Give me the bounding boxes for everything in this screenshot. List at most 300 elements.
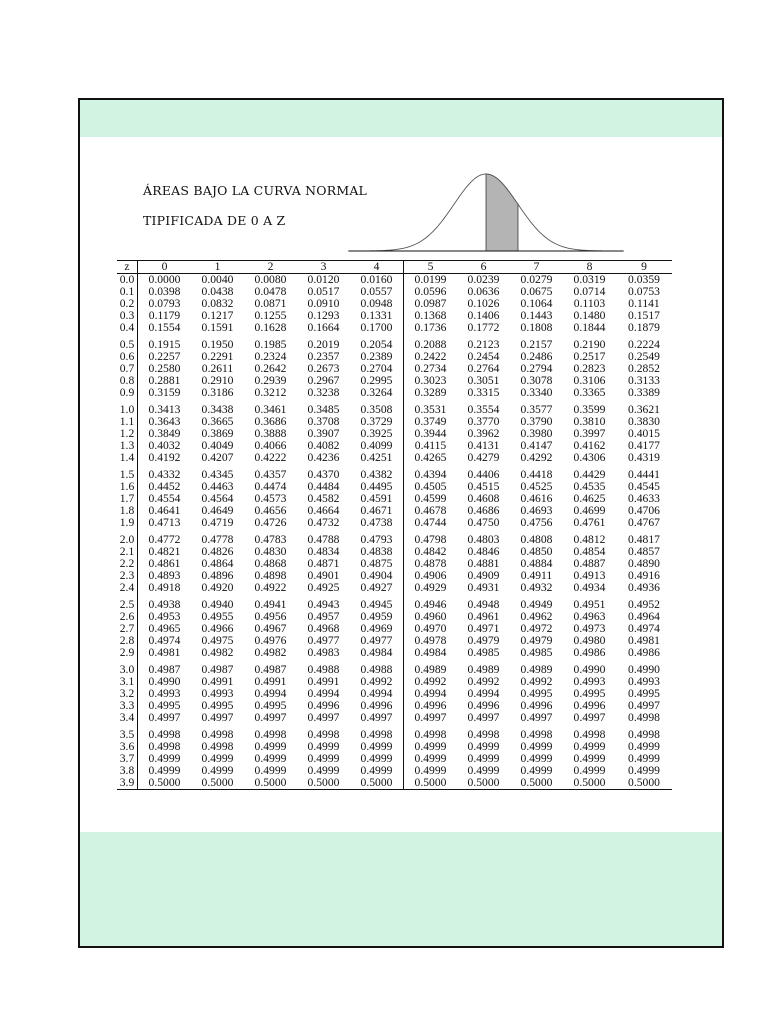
area-cell: 0.0199	[414, 273, 447, 286]
area-cell: 0.4997	[148, 711, 181, 724]
area-cell: 0.4756	[520, 516, 553, 529]
area-cell: 0.3577	[520, 403, 553, 416]
area-cell: 0.4732	[307, 516, 340, 529]
area-cell: 0.5000	[191, 777, 244, 790]
area-cell: 0.1217	[201, 309, 234, 322]
area-cell: 0.4999	[350, 741, 404, 753]
area-cell: 0.4955	[201, 610, 234, 623]
area-cell: 0.4995	[628, 687, 660, 700]
area-cell: 0.2995	[350, 375, 404, 387]
area-cell: 0.2967	[307, 374, 340, 387]
area-cell: 0.0871	[254, 297, 287, 310]
area-cell: 0.4982	[254, 646, 287, 659]
area-cell: 0.4993	[201, 687, 234, 700]
area-cell: 0.4147	[520, 439, 553, 452]
area-cell: 0.4463	[201, 480, 234, 493]
area-cell: 0.2881	[148, 374, 181, 387]
area-cell: 0.3461	[254, 403, 287, 416]
area-cell: 0.2764	[467, 362, 500, 375]
area-cell: 0.4996	[307, 699, 340, 712]
area-cell: 0.5000	[138, 777, 192, 790]
area-cell: 0.4996	[414, 699, 447, 712]
area-cell: 0.4999	[201, 752, 234, 765]
area-cell: 0.3438	[201, 403, 234, 416]
area-cell: 0.4830	[254, 545, 287, 558]
area-cell: 0.1915	[148, 338, 181, 351]
area-cell: 0.3830	[628, 415, 660, 428]
area-cell: 0.2939	[254, 374, 287, 387]
area-cell: 0.3508	[350, 404, 404, 416]
area-cell: 0.4998	[573, 728, 606, 741]
area-cell: 0.4972	[520, 622, 553, 635]
area-cell: 0.4306	[573, 451, 606, 464]
area-cell: 0.2224	[628, 338, 660, 351]
area-cell: 0.4968	[307, 622, 340, 635]
area-cell: 0.4981	[148, 646, 181, 659]
area-cell: 0.4999	[414, 764, 447, 777]
area-cell: 0.2257	[148, 350, 181, 363]
area-cell: 0.4693	[520, 504, 553, 517]
area-cell: 0.4906	[414, 569, 447, 582]
area-cell: 0.4946	[414, 598, 447, 611]
z-value-cell: 3.8	[117, 765, 138, 777]
area-cell: 0.4793	[350, 534, 404, 546]
area-cell: 0.4992	[520, 675, 553, 688]
area-cell: 0.3531	[414, 403, 447, 416]
area-cell: 0.4999	[148, 752, 181, 765]
area-cell: 0.3997	[573, 427, 606, 440]
area-cell: 0.4971	[467, 622, 500, 635]
area-cell: 0.4999	[201, 764, 234, 777]
area-cell: 0.4279	[467, 451, 500, 464]
area-cell: 0.4177	[628, 439, 660, 452]
area-cell: 0.4738	[350, 517, 404, 529]
area-cell: 0.4999	[573, 764, 606, 777]
area-cell: 0.0438	[201, 285, 234, 298]
area-cell: 0.4761	[573, 516, 606, 529]
z-value-cell: 2.2	[117, 558, 138, 570]
area-cell: 0.3810	[573, 415, 606, 428]
area-cell: 0.4854	[573, 545, 606, 558]
area-cell: 0.4970	[414, 622, 447, 635]
z-table	[117, 260, 672, 790]
area-cell: 0.4988	[350, 664, 404, 676]
z-value-cell: 0.2	[117, 298, 138, 310]
area-cell: 0.4984	[350, 647, 404, 659]
area-cell: 0.4994	[414, 687, 447, 700]
z-value-cell: 1.3	[117, 440, 138, 452]
area-cell: 0.3078	[520, 374, 553, 387]
area-cell: 0.4974	[148, 634, 181, 647]
area-cell: 0.4997	[201, 711, 234, 724]
area-cell: 0.4922	[254, 581, 287, 594]
area-cell: 0.4582	[307, 492, 340, 505]
area-cell: 0.4999	[628, 752, 660, 765]
area-cell: 0.4934	[573, 581, 606, 594]
header-col-4: 4	[350, 261, 404, 274]
shaded-area-0-to-z	[486, 174, 518, 251]
area-cell: 0.3264	[350, 387, 404, 399]
area-cell: 0.3790	[520, 415, 553, 428]
area-cell: 0.1985	[254, 338, 287, 351]
z-value-cell: 2.3	[117, 570, 138, 582]
area-cell: 0.1406	[467, 309, 500, 322]
area-cell: 0.1064	[520, 297, 553, 310]
area-cell: 0.4783	[254, 533, 287, 546]
area-cell: 0.4345	[201, 468, 234, 481]
area-cell: 0.4918	[148, 581, 181, 594]
area-cell: 0.4989	[414, 663, 447, 676]
area-cell: 0.4998	[628, 711, 660, 724]
area-cell: 0.4976	[254, 634, 287, 647]
z-value-cell: 2.5	[117, 599, 138, 611]
area-cell: 0.4927	[350, 582, 404, 594]
area-cell: 0.4192	[148, 451, 181, 464]
z-value-cell: 3.1	[117, 676, 138, 688]
area-cell: 0.4857	[628, 545, 660, 558]
area-cell: 0.4997	[414, 711, 447, 724]
area-cell: 0.4868	[254, 557, 287, 570]
area-cell: 0.4979	[520, 634, 553, 647]
z-value-cell: 3.0	[117, 664, 138, 676]
area-cell: 0.4999	[520, 740, 553, 753]
area-cell: 0.0359	[628, 273, 660, 286]
area-cell: 0.3365	[573, 386, 606, 399]
area-cell: 0.3133	[628, 374, 660, 387]
area-cell: 0.4948	[467, 598, 500, 611]
area-cell: 0.4999	[628, 740, 660, 753]
area-cell: 0.4993	[148, 687, 181, 700]
area-cell: 0.4834	[307, 545, 340, 558]
area-cell: 0.5000	[616, 777, 672, 790]
area-cell: 0.2704	[350, 363, 404, 375]
area-cell: 0.4969	[350, 623, 404, 635]
area-cell: 0.4418	[520, 468, 553, 481]
area-cell: 0.4963	[573, 610, 606, 623]
area-cell: 0.0832	[201, 297, 234, 310]
area-cell: 0.4292	[520, 451, 553, 464]
header-col-1: 1	[191, 261, 244, 274]
area-cell: 0.4951	[573, 598, 606, 611]
area-cell: 0.4649	[201, 504, 234, 517]
area-cell: 0.4943	[307, 598, 340, 611]
document-frame	[78, 98, 724, 948]
header-col-5: 5	[404, 261, 458, 274]
area-cell: 0.3340	[520, 386, 553, 399]
area-cell: 0.1664	[307, 321, 340, 334]
area-cell: 0.4591	[350, 493, 404, 505]
area-cell: 0.4998	[520, 728, 553, 741]
area-cell: 0.4998	[414, 728, 447, 741]
top-band	[80, 100, 722, 137]
z-value-cell: 0.9	[117, 387, 138, 399]
z-value-cell: 0.7	[117, 363, 138, 375]
area-cell: 0.4332	[148, 468, 181, 481]
area-cell: 0.4990	[573, 663, 606, 676]
z-value-cell: 1.4	[117, 452, 138, 464]
area-cell: 0.4066	[254, 439, 287, 452]
area-cell: 0.1628	[254, 321, 287, 334]
document-content	[80, 137, 722, 832]
area-cell: 0.4991	[201, 675, 234, 688]
area-cell: 0.3869	[201, 427, 234, 440]
area-cell: 0.4767	[628, 516, 660, 529]
z-value-cell: 3.5	[117, 729, 138, 741]
area-cell: 0.4904	[350, 570, 404, 582]
area-cell: 0.4998	[148, 740, 181, 753]
table-row	[117, 322, 672, 334]
area-cell: 0.4985	[467, 646, 500, 659]
area-cell: 0.1808	[520, 321, 553, 334]
area-cell: 0.4162	[573, 439, 606, 452]
area-cell: 0.4936	[628, 581, 660, 594]
area-cell: 0.4929	[414, 581, 447, 594]
area-cell: 0.4999	[520, 764, 553, 777]
z-value-cell: 1.1	[117, 416, 138, 428]
z-value-cell: 2.9	[117, 647, 138, 659]
area-cell: 0.4319	[628, 451, 660, 464]
area-cell: 0.4998	[350, 729, 404, 741]
area-cell: 0.4842	[414, 545, 447, 558]
header-col-7: 7	[510, 261, 563, 274]
area-cell: 0.4996	[350, 700, 404, 712]
area-cell: 0.5000	[563, 777, 616, 790]
area-cell: 0.4997	[573, 711, 606, 724]
area-cell: 0.4999	[148, 764, 181, 777]
area-cell: 0.4980	[573, 634, 606, 647]
area-cell: 0.4925	[307, 581, 340, 594]
z-value-cell: 2.0	[117, 534, 138, 546]
area-cell: 0.4893	[148, 569, 181, 582]
area-cell: 0.4997	[467, 711, 500, 724]
area-cell: 0.2019	[307, 338, 340, 351]
z-value-cell: 0.6	[117, 351, 138, 363]
area-cell: 0.0080	[254, 273, 287, 286]
area-cell: 0.4515	[467, 480, 500, 493]
area-cell: 0.4744	[414, 516, 447, 529]
area-cell: 0.2123	[467, 338, 500, 351]
z-value-cell: 3.2	[117, 688, 138, 700]
area-cell: 0.4890	[628, 557, 660, 570]
area-cell: 0.3708	[307, 415, 340, 428]
z-value-cell: 3.4	[117, 712, 138, 724]
area-cell: 0.2422	[414, 350, 447, 363]
area-cell: 0.4394	[414, 468, 447, 481]
header-col-8: 8	[563, 261, 616, 274]
z-value-cell: 0.3	[117, 310, 138, 322]
z-value-cell: 1.6	[117, 481, 138, 493]
z-value-cell: 0.0	[117, 274, 138, 287]
area-cell: 0.4864	[201, 557, 234, 570]
area-cell: 0.4082	[307, 439, 340, 452]
area-cell: 0.4993	[573, 675, 606, 688]
area-cell: 0.4998	[148, 728, 181, 741]
area-cell: 0.4370	[307, 468, 340, 481]
bottom-band	[80, 832, 722, 946]
area-cell: 0.1736	[414, 321, 447, 334]
area-cell: 0.2642	[254, 362, 287, 375]
area-cell: 0.4998	[254, 728, 287, 741]
area-cell: 0.4998	[628, 728, 660, 741]
area-cell: 0.4545	[628, 480, 660, 493]
area-cell: 0.0557	[350, 286, 404, 298]
area-cell: 0.1480	[573, 309, 606, 322]
area-cell: 0.4992	[467, 675, 500, 688]
area-cell: 0.1255	[254, 309, 287, 322]
area-cell: 0.4803	[467, 533, 500, 546]
area-cell: 0.1772	[467, 321, 500, 334]
area-cell: 0.4817	[628, 533, 660, 546]
area-cell: 0.1591	[201, 321, 234, 334]
area-cell: 0.4406	[467, 468, 500, 481]
area-cell: 0.4995	[573, 687, 606, 700]
area-cell: 0.0478	[254, 285, 287, 298]
area-cell: 0.4962	[520, 610, 553, 623]
area-cell: 0.4965	[148, 622, 181, 635]
area-cell: 0.4940	[201, 598, 234, 611]
area-cell: 0.4678	[414, 504, 447, 517]
area-cell: 0.4999	[573, 740, 606, 753]
area-cell: 0.4357	[254, 468, 287, 481]
area-cell: 0.4994	[254, 687, 287, 700]
z-value-cell: 2.1	[117, 546, 138, 558]
area-cell: 0.2088	[414, 338, 447, 351]
area-cell: 0.4564	[201, 492, 234, 505]
area-cell: 0.0596	[414, 285, 447, 298]
area-cell: 0.4989	[467, 663, 500, 676]
area-cell: 0.4998	[467, 728, 500, 741]
area-cell: 0.4988	[307, 663, 340, 676]
z-value-cell: 1.7	[117, 493, 138, 505]
area-cell: 0.4099	[350, 440, 404, 452]
area-cell: 0.4992	[414, 675, 447, 688]
table-title-line1: ÁREAS BAJO LA CURVA NORMAL	[143, 183, 368, 198]
z-value-cell: 3.6	[117, 741, 138, 753]
area-cell: 0.3389	[628, 386, 660, 399]
z-value-cell: 0.8	[117, 375, 138, 387]
area-cell: 0.4998	[201, 728, 234, 741]
area-cell: 0.4957	[307, 610, 340, 623]
area-cell: 0.1844	[573, 321, 606, 334]
z-value-cell: 1.8	[117, 505, 138, 517]
area-cell: 0.4641	[148, 504, 181, 517]
area-cell: 0.4987	[148, 663, 181, 676]
z-value-cell: 0.1	[117, 286, 138, 298]
area-cell: 0.4990	[148, 675, 181, 688]
area-cell: 0.4999	[414, 740, 447, 753]
area-cell: 0.3944	[414, 427, 447, 440]
area-cell: 0.5000	[350, 777, 404, 790]
header-col-6: 6	[457, 261, 510, 274]
area-cell: 0.4941	[254, 598, 287, 611]
area-cell: 0.4664	[307, 504, 340, 517]
area-cell: 0.4887	[573, 557, 606, 570]
area-cell: 0.4998	[201, 740, 234, 753]
area-cell: 0.4995	[201, 699, 234, 712]
area-cell: 0.2852	[628, 362, 660, 375]
area-cell: 0.3888	[254, 427, 287, 440]
area-cell: 0.4979	[467, 634, 500, 647]
area-cell: 0.4798	[414, 533, 447, 546]
area-cell: 0.4982	[201, 646, 234, 659]
area-cell: 0.4999	[254, 752, 287, 765]
area-cell: 0.4429	[573, 468, 606, 481]
area-cell: 0.4750	[467, 516, 500, 529]
table-row	[117, 517, 672, 529]
area-cell: 0.4838	[350, 546, 404, 558]
area-cell: 0.4996	[520, 699, 553, 712]
area-cell: 0.2324	[254, 350, 287, 363]
area-cell: 0.4956	[254, 610, 287, 623]
table-row	[117, 582, 672, 594]
area-cell: 0.1293	[307, 309, 340, 322]
z-value-cell: 2.8	[117, 635, 138, 647]
area-cell: 0.0040	[201, 273, 234, 286]
area-cell: 0.4949	[520, 598, 553, 611]
area-cell: 0.4441	[628, 468, 660, 481]
area-cell: 0.0987	[414, 297, 447, 310]
table-row	[117, 452, 672, 464]
area-cell: 0.4987	[201, 663, 234, 676]
area-cell: 0.0675	[520, 285, 553, 298]
area-cell: 0.4978	[414, 634, 447, 647]
area-cell: 0.2389	[350, 351, 404, 363]
area-cell: 0.4999	[254, 764, 287, 777]
area-cell: 0.0120	[307, 273, 340, 286]
area-cell: 0.3315	[467, 386, 500, 399]
area-cell: 0.2673	[307, 362, 340, 375]
table-row	[117, 777, 672, 790]
area-cell: 0.4981	[628, 634, 660, 647]
area-cell: 0.4881	[467, 557, 500, 570]
area-cell: 0.1368	[414, 309, 447, 322]
z-value-cell: 1.5	[117, 469, 138, 481]
area-cell: 0.4474	[254, 480, 287, 493]
z-value-cell: 2.7	[117, 623, 138, 635]
table-header-row	[117, 261, 672, 274]
area-cell: 0.4871	[307, 557, 340, 570]
area-cell: 0.4726	[254, 516, 287, 529]
area-cell: 0.4999	[307, 752, 340, 765]
area-cell: 0.4778	[201, 533, 234, 546]
area-cell: 0.0948	[350, 298, 404, 310]
table-row	[117, 647, 672, 659]
area-cell: 0.2486	[520, 350, 553, 363]
area-cell: 0.2794	[520, 362, 553, 375]
area-cell: 0.4236	[307, 451, 340, 464]
area-cell: 0.0398	[148, 285, 181, 298]
area-cell: 0.4999	[307, 764, 340, 777]
area-cell: 0.4821	[148, 545, 181, 558]
area-cell: 0.3186	[201, 386, 234, 399]
area-cell: 0.3962	[467, 427, 500, 440]
area-cell: 0.4222	[254, 451, 287, 464]
area-cell: 0.4911	[520, 569, 553, 582]
area-cell: 0.4994	[467, 687, 500, 700]
area-cell: 0.4975	[201, 634, 234, 647]
area-cell: 0.4999	[350, 753, 404, 765]
table-title-line2: TIPIFICADA DE 0 A Z	[143, 213, 286, 228]
area-cell: 0.1517	[628, 309, 660, 322]
area-cell: 0.4967	[254, 622, 287, 635]
z-value-cell: 0.4	[117, 322, 138, 334]
area-cell: 0.4997	[254, 711, 287, 724]
area-cell: 0.3621	[628, 403, 660, 416]
area-cell: 0.3289	[414, 386, 447, 399]
area-cell: 0.4686	[467, 504, 500, 517]
area-cell: 0.4991	[307, 675, 340, 688]
area-cell: 0.0910	[307, 297, 340, 310]
